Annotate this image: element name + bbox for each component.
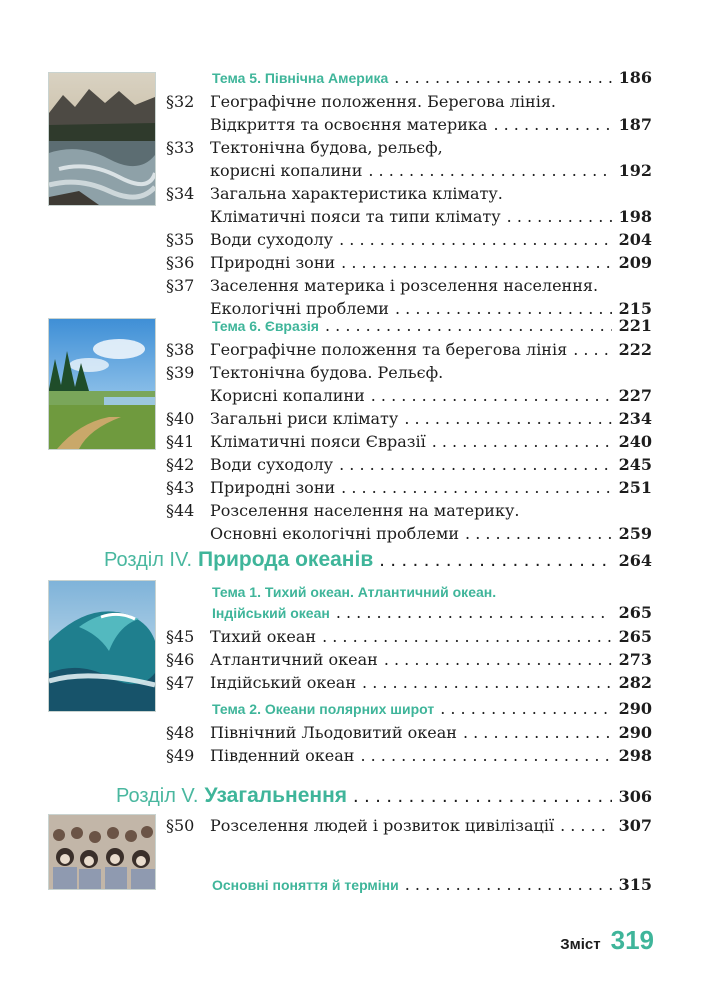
toc-item-38[interactable] [166, 338, 652, 361]
page-number: 290 [618, 723, 652, 742]
theme-title: Індійський океан [212, 605, 330, 621]
toc-item-34[interactable] [166, 182, 652, 205]
glossary-title: Основні поняття й терміни [212, 877, 399, 893]
theme-title: Тема 6. Євразія [212, 318, 319, 334]
toc-item-48[interactable] [166, 721, 652, 744]
toc-section-4[interactable] [104, 547, 652, 574]
item-title: Заселення материка і розселення населення. [210, 276, 599, 295]
leader-dots [405, 873, 612, 896]
page-number: 265 [618, 603, 652, 622]
paragraph-number: §35 [166, 230, 195, 249]
item-title: Корисні копалини [210, 386, 365, 405]
item-title: Води суходолу [210, 230, 334, 249]
item-title: Екологічні проблеми [210, 299, 389, 318]
toc-item-37[interactable] [166, 274, 652, 297]
item-title: Загальна характеристика клімату. [210, 184, 503, 203]
page-number: 222 [618, 340, 652, 359]
item-title: Розселення людей і розвиток цивілізації [210, 816, 555, 835]
toc-section-5[interactable] [116, 783, 652, 810]
paragraph-number: §48 [166, 723, 195, 742]
toc-item-49[interactable] [166, 744, 652, 767]
page-number: 259 [618, 524, 652, 543]
leader-dots [493, 113, 612, 136]
toc-ocean-theme-2[interactable] [212, 697, 652, 721]
page-number: 221 [618, 316, 652, 335]
item-title: Тектонічна будова. Рельєф. [210, 363, 444, 382]
page-number: 307 [618, 816, 652, 835]
item-title: Південний океан [210, 746, 355, 765]
leader-dots [360, 744, 612, 767]
paragraph-number: §49 [166, 746, 195, 765]
item-title: Основні екологічні проблеми [210, 524, 460, 543]
toc-item-32-cont[interactable] [210, 113, 652, 136]
toc-item-46[interactable] [166, 648, 652, 671]
item-title: Відкриття та освоєння материка [210, 115, 488, 134]
item-title: Розселення населення на материку. [210, 501, 520, 520]
paragraph-number: §50 [166, 816, 195, 835]
theme-title: Тема 2. Океани полярних широт [212, 701, 435, 717]
theme-title: Тема 1. Тихий океан. Атлантичний океан. [212, 584, 497, 600]
toc-item-36[interactable] [166, 251, 652, 274]
footer-page-number: 319 [610, 925, 654, 955]
leader-dots [573, 338, 612, 361]
toc-item-43[interactable] [166, 476, 652, 499]
leader-dots [404, 407, 612, 430]
item-title: Індійський океан [210, 673, 357, 692]
page-number: 290 [618, 699, 652, 718]
leader-dots [394, 66, 612, 89]
item-title: Кліматичні пояси Євразії [210, 432, 426, 451]
page-number: 265 [618, 627, 652, 646]
leader-dots [341, 476, 612, 499]
leader-dots [379, 547, 612, 573]
page-number: 227 [618, 386, 652, 405]
paragraph-number: §33 [166, 138, 195, 157]
item-title: Тихий океан [210, 627, 317, 646]
leader-dots [384, 648, 612, 671]
page-number: 215 [618, 299, 652, 318]
paragraph-number: §42 [166, 455, 195, 474]
toc-item-42[interactable] [166, 453, 652, 476]
item-title: Кліматичні пояси та типи клімату [210, 207, 501, 226]
item-title: корисні копалини [210, 161, 363, 180]
paragraph-number: §34 [166, 184, 195, 203]
footer-label: Зміст [560, 936, 601, 953]
item-title: Північний Льодовитий океан [210, 723, 457, 742]
crowd-photo [48, 814, 156, 890]
section-title: Природа океанів [198, 548, 374, 571]
leader-dots [339, 453, 612, 476]
leader-dots [371, 384, 612, 407]
leader-dots [353, 783, 612, 809]
leader-dots [341, 251, 612, 274]
leader-dots [432, 430, 612, 453]
toc-item-39[interactable] [166, 361, 652, 384]
toc-ocean-theme-1-cont[interactable] [212, 601, 652, 625]
paragraph-number: §43 [166, 478, 195, 497]
page-number: 192 [618, 161, 652, 180]
paragraph-number: §39 [166, 363, 195, 382]
toc-theme-6[interactable] [212, 314, 652, 338]
toc-item-40[interactable] [166, 407, 652, 430]
toc-item-50[interactable] [166, 814, 652, 837]
eurasia-landscape-photo [48, 318, 156, 450]
toc-item-33[interactable] [166, 136, 652, 159]
page-number: 204 [618, 230, 652, 249]
page-number: 251 [618, 478, 652, 497]
leader-dots [463, 721, 612, 744]
paragraph-number: §40 [166, 409, 195, 428]
toc-item-35[interactable] [166, 228, 652, 251]
toc-item-44-cont[interactable] [210, 522, 652, 545]
toc-item-39-cont[interactable] [210, 384, 652, 407]
leader-dots [325, 314, 612, 337]
leader-dots [440, 697, 612, 720]
page-number: 186 [618, 68, 652, 87]
toc-theme-5[interactable] [212, 66, 652, 90]
item-title: Географічне положення та берегова лінія [210, 340, 568, 359]
page-number: 315 [618, 875, 652, 894]
page-number: 273 [618, 650, 652, 669]
toc-item-47[interactable] [166, 671, 652, 694]
leader-dots [336, 601, 612, 624]
theme-title: Тема 5. Північна Америка [212, 70, 389, 86]
page-number: 234 [618, 409, 652, 428]
toc-item-32[interactable] [166, 90, 652, 113]
page-number: 298 [618, 746, 652, 765]
toc-item-41[interactable] [166, 430, 652, 453]
page-number: 245 [618, 455, 652, 474]
leader-dots [560, 814, 612, 837]
page-number: 264 [618, 551, 652, 570]
item-title: Природні зони [210, 478, 336, 497]
item-title: Води суходолу [210, 455, 334, 474]
paragraph-number: §38 [166, 340, 195, 359]
paragraph-number: §47 [166, 673, 195, 692]
page-number: 198 [618, 207, 652, 226]
page-number: 306 [618, 787, 652, 806]
toc-item-34-cont[interactable] [210, 205, 652, 228]
leader-dots [465, 522, 612, 545]
paragraph-number: §37 [166, 276, 195, 295]
ocean-wave-photo [48, 580, 156, 712]
leader-dots [339, 228, 612, 251]
page-footer [560, 925, 654, 956]
paragraph-number: §44 [166, 501, 195, 520]
section-label: Розділ IV. [104, 549, 193, 571]
leader-dots [368, 159, 612, 182]
section-label: Розділ V. [116, 785, 199, 807]
paragraph-number: §41 [166, 432, 195, 451]
section-title: Узагальнення [204, 784, 348, 807]
toc-item-44[interactable] [166, 499, 652, 522]
north-america-landscape-photo [48, 72, 156, 206]
item-title: Природні зони [210, 253, 336, 272]
leader-dots [362, 671, 612, 694]
toc-glossary[interactable] [212, 873, 652, 897]
page-number: 209 [618, 253, 652, 272]
item-title: Географічне положення. Берегова лінія. [210, 92, 556, 111]
paragraph-number: §36 [166, 253, 195, 272]
item-title: Загальні риси клімату [210, 409, 399, 428]
paragraph-number: §32 [166, 92, 195, 111]
item-title: Атлантичний океан [210, 650, 378, 669]
paragraph-number: §45 [166, 627, 195, 646]
page-number: 187 [618, 115, 652, 134]
item-title: Тектонічна будова, рельєф, [210, 138, 443, 157]
leader-dots [322, 625, 612, 648]
page-number: 240 [618, 432, 652, 451]
leader-dots [507, 205, 612, 228]
paragraph-number: §46 [166, 650, 195, 669]
page-number: 282 [618, 673, 652, 692]
toc-item-33-cont[interactable] [210, 159, 652, 182]
toc-item-45[interactable] [166, 625, 652, 648]
